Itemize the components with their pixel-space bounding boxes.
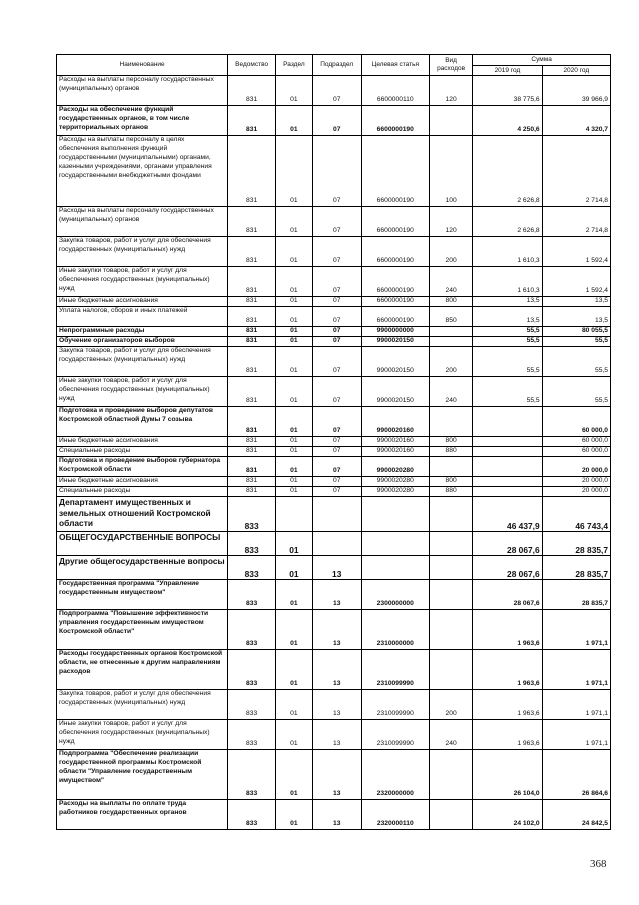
- cell-podrazdel: [312, 497, 361, 532]
- cell-vid: 880: [429, 447, 472, 457]
- cell-vid: 100: [429, 136, 472, 207]
- cell-razdel: 01: [275, 650, 312, 690]
- cell-vid: [429, 337, 472, 347]
- cell-target: 9900020160: [361, 437, 429, 447]
- cell-sum-2020: 24 842,5: [542, 800, 610, 830]
- table-row: [57, 487, 611, 497]
- cell-podrazdel: 07: [312, 407, 361, 437]
- cell-sum-2019: 4 250,6: [473, 106, 542, 136]
- cell-sum-2019: [473, 437, 542, 447]
- cell-target: 9900020150: [361, 337, 429, 347]
- cell-name: Расходы на выплаты по оплате труда работников государственных органов: [57, 800, 228, 830]
- cell-razdel: 01: [275, 720, 312, 750]
- cell-razdel: 01: [275, 407, 312, 437]
- cell-sum-2019: 1 963,6: [473, 610, 542, 650]
- column-header-summa: Сумма: [473, 55, 611, 66]
- cell-sum-2020: 2 714,8: [542, 207, 610, 237]
- cell-vid: 200: [429, 690, 472, 720]
- cell-razdel: 01: [275, 297, 312, 307]
- cell-vid: 850: [429, 307, 472, 327]
- cell-vedomstvo: 831: [228, 307, 276, 327]
- cell-sum-2019: [473, 447, 542, 457]
- cell-sum-2019: 28 067,6: [473, 556, 542, 580]
- cell-sum-2019: 1 963,6: [473, 650, 542, 690]
- cell-podrazdel: 07: [312, 447, 361, 457]
- cell-vid: 240: [429, 720, 472, 750]
- cell-sum-2019: 55,5: [473, 337, 542, 347]
- cell-target: 6600000110: [361, 76, 429, 106]
- cell-target: 6600000190: [361, 297, 429, 307]
- cell-name: Другие общегосударственные вопросы: [57, 556, 228, 580]
- cell-vid: [429, 800, 472, 830]
- cell-sum-2020: 4 320,7: [542, 106, 610, 136]
- cell-razdel: 01: [275, 487, 312, 497]
- cell-podrazdel: 07: [312, 347, 361, 377]
- cell-target: [361, 556, 429, 580]
- cell-podrazdel: 07: [312, 136, 361, 207]
- cell-vid: [429, 556, 472, 580]
- column-header-2020: 2020 год: [542, 66, 610, 76]
- column-header-target: Целевая статья: [361, 55, 429, 76]
- cell-razdel: 01: [275, 76, 312, 106]
- cell-vid: 120: [429, 207, 472, 237]
- table-row: [57, 377, 611, 407]
- table-row: [57, 477, 611, 487]
- cell-vedomstvo: 831: [228, 457, 276, 477]
- cell-sum-2019: 2 626,8: [473, 207, 542, 237]
- cell-razdel: 01: [275, 690, 312, 720]
- cell-vedomstvo: 831: [228, 447, 276, 457]
- table-row: [57, 800, 611, 830]
- cell-target: 6600000190: [361, 136, 429, 207]
- cell-razdel: 01: [275, 267, 312, 297]
- cell-sum-2020: 1 592,4: [542, 237, 610, 267]
- cell-razdel: 01: [275, 136, 312, 207]
- cell-target: 6600000190: [361, 237, 429, 267]
- cell-vid: [429, 580, 472, 610]
- cell-vedomstvo: 831: [228, 347, 276, 377]
- column-header-vedomstvo: Ведомство: [228, 55, 276, 76]
- cell-sum-2019: 55,5: [473, 327, 542, 337]
- cell-sum-2020: 1 592,4: [542, 267, 610, 297]
- table-row: [57, 106, 611, 136]
- cell-vedomstvo: 833: [228, 750, 276, 800]
- cell-podrazdel: 13: [312, 610, 361, 650]
- cell-vid: [429, 407, 472, 437]
- cell-sum-2019: 13,5: [473, 307, 542, 327]
- cell-sum-2020: 46 743,4: [542, 497, 610, 532]
- cell-vid: 800: [429, 477, 472, 487]
- cell-name: Иные бюджетные ассигнования: [57, 297, 228, 307]
- cell-podrazdel: 07: [312, 457, 361, 477]
- cell-name: Расходы государственных органов Костромской области, не отнесенные к другим направлениям расходов: [57, 650, 228, 690]
- cell-name: Иные закупки товаров, работ и услуг для обеспечения государственных (муниципальных) нужд: [57, 720, 228, 750]
- table-row: [57, 207, 611, 237]
- cell-name: Специальные расходы: [57, 447, 228, 457]
- table-row: [57, 347, 611, 377]
- cell-podrazdel: 13: [312, 720, 361, 750]
- cell-podrazdel: 07: [312, 76, 361, 106]
- cell-sum-2019: 55,5: [473, 347, 542, 377]
- cell-podrazdel: 07: [312, 297, 361, 307]
- cell-target: 9900020280: [361, 487, 429, 497]
- cell-razdel: 01: [275, 377, 312, 407]
- cell-name: Подготовка и проведение выборов депутатов Костромской областной Думы 7 созыва: [57, 407, 228, 437]
- cell-vid: [429, 610, 472, 650]
- cell-sum-2019: 26 104,0: [473, 750, 542, 800]
- cell-target: 2310000000: [361, 610, 429, 650]
- column-header-podrazdel: Подраздел: [312, 55, 361, 76]
- cell-sum-2019: 38 775,6: [473, 76, 542, 106]
- table-row: [57, 720, 611, 750]
- cell-sum-2020: 60 000,0: [542, 447, 610, 457]
- cell-sum-2019: 46 437,9: [473, 497, 542, 532]
- cell-podrazdel: [312, 532, 361, 556]
- cell-target: 2310099990: [361, 650, 429, 690]
- cell-vid: 200: [429, 237, 472, 267]
- cell-sum-2020: 60 000,0: [542, 407, 610, 437]
- cell-sum-2020: 2 714,8: [542, 136, 610, 207]
- cell-podrazdel: 07: [312, 487, 361, 497]
- cell-vedomstvo: 833: [228, 556, 276, 580]
- cell-podrazdel: 13: [312, 800, 361, 830]
- budget-table-container: [56, 54, 611, 830]
- cell-target: 9900020150: [361, 347, 429, 377]
- table-row: [57, 337, 611, 347]
- table-row: [57, 750, 611, 800]
- cell-target: 9900020160: [361, 447, 429, 457]
- cell-sum-2020: 60 000,0: [542, 437, 610, 447]
- table-row: [57, 447, 611, 457]
- cell-target: 2320000110: [361, 800, 429, 830]
- cell-sum-2020: 55,5: [542, 337, 610, 347]
- cell-vedomstvo: 831: [228, 136, 276, 207]
- cell-name: Закупка товаров, работ и услуг для обеспечения государственных (муниципальных) нужд: [57, 347, 228, 377]
- cell-vedomstvo: 833: [228, 650, 276, 690]
- table-row: [57, 76, 611, 106]
- cell-vedomstvo: 833: [228, 800, 276, 830]
- cell-podrazdel: 07: [312, 106, 361, 136]
- table-row: [57, 267, 611, 297]
- cell-razdel: 01: [275, 750, 312, 800]
- cell-vedomstvo: 833: [228, 580, 276, 610]
- cell-target: [361, 532, 429, 556]
- column-header-vid: Вид расходов: [429, 55, 472, 76]
- cell-sum-2019: 2 626,8: [473, 136, 542, 207]
- cell-vid: [429, 327, 472, 337]
- cell-razdel: 01: [275, 437, 312, 447]
- cell-sum-2019: 1 610,3: [473, 237, 542, 267]
- table-row: [57, 610, 611, 650]
- cell-sum-2019: [473, 407, 542, 437]
- cell-vedomstvo: 833: [228, 532, 276, 556]
- cell-sum-2020: 39 966,9: [542, 76, 610, 106]
- cell-name: Закупка товаров, работ и услуг для обеспечения государственных (муниципальных) нужд: [57, 237, 228, 267]
- table-row: [57, 457, 611, 477]
- cell-sum-2020: 20 000,0: [542, 457, 610, 477]
- table-row: [57, 136, 611, 207]
- cell-name: Непрограммные расходы: [57, 327, 228, 337]
- cell-vid: 880: [429, 487, 472, 497]
- cell-vedomstvo: 831: [228, 207, 276, 237]
- cell-razdel: 01: [275, 327, 312, 337]
- table-row: [57, 650, 611, 690]
- cell-sum-2019: [473, 477, 542, 487]
- cell-razdel: 01: [275, 237, 312, 267]
- cell-name: Расходы на выплаты персоналу государственных (муниципальных) органов: [57, 76, 228, 106]
- cell-name: Обучение организаторов выборов: [57, 337, 228, 347]
- table-row: [57, 532, 611, 556]
- cell-sum-2020: 1 971,1: [542, 610, 610, 650]
- cell-vedomstvo: 831: [228, 337, 276, 347]
- table-row: [57, 237, 611, 267]
- cell-vedomstvo: 831: [228, 237, 276, 267]
- cell-razdel: 01: [275, 207, 312, 237]
- cell-razdel: 01: [275, 556, 312, 580]
- cell-sum-2020: 28 835,7: [542, 556, 610, 580]
- cell-podrazdel: 07: [312, 377, 361, 407]
- cell-sum-2020: 20 000,0: [542, 477, 610, 487]
- cell-name: Подготовка и проведение выборов губернатора Костромской области: [57, 457, 228, 477]
- cell-podrazdel: 13: [312, 650, 361, 690]
- cell-sum-2020: 55,5: [542, 377, 610, 407]
- cell-sum-2019: 1 963,6: [473, 690, 542, 720]
- cell-vedomstvo: 833: [228, 720, 276, 750]
- cell-vedomstvo: 831: [228, 377, 276, 407]
- cell-sum-2020: 28 835,7: [542, 580, 610, 610]
- cell-name: Подпрограмма "Обеспечение реализации государственной программы Костромской области "Управление государственным имуществом": [57, 750, 228, 800]
- cell-sum-2019: 24 102,0: [473, 800, 542, 830]
- cell-sum-2019: 1 963,6: [473, 720, 542, 750]
- cell-target: [361, 497, 429, 532]
- cell-sum-2020: 80 055,5: [542, 327, 610, 337]
- table-body: [57, 76, 611, 830]
- cell-vid: 120: [429, 76, 472, 106]
- cell-podrazdel: 07: [312, 237, 361, 267]
- cell-podrazdel: 13: [312, 580, 361, 610]
- cell-sum-2019: 13,5: [473, 297, 542, 307]
- cell-name: Иные бюджетные ассигнования: [57, 477, 228, 487]
- cell-vid: [429, 532, 472, 556]
- table-row: [57, 307, 611, 327]
- cell-vedomstvo: 833: [228, 497, 276, 532]
- cell-name: Государственная программа "Управление государственным имуществом": [57, 580, 228, 610]
- cell-razdel: 01: [275, 457, 312, 477]
- cell-name: Иные закупки товаров, работ и услуг для обеспечения государственных (муниципальных) нужд: [57, 377, 228, 407]
- cell-target: 6600000190: [361, 307, 429, 327]
- cell-razdel: 01: [275, 610, 312, 650]
- cell-name: Закупка товаров, работ и услуг для обеспечения государственных (муниципальных) нужд: [57, 690, 228, 720]
- cell-razdel: 01: [275, 337, 312, 347]
- cell-target: 2310099990: [361, 720, 429, 750]
- cell-name: Расходы на выплаты персоналу в целях обеспечения выполнения функций государственными (муниципальными) органами, казенными учреждениями, органами управления государственными внебюджетными фондами: [57, 136, 228, 207]
- cell-name: ОБЩЕГОСУДАРСТВЕННЫЕ ВОПРОСЫ: [57, 532, 228, 556]
- column-header-name: Наименование: [57, 55, 228, 76]
- cell-sum-2020: 1 971,1: [542, 690, 610, 720]
- cell-sum-2019: 55,5: [473, 377, 542, 407]
- table-row: [57, 297, 611, 307]
- cell-vedomstvo: 831: [228, 407, 276, 437]
- cell-vedomstvo: 831: [228, 437, 276, 447]
- cell-vedomstvo: 831: [228, 487, 276, 497]
- cell-sum-2019: [473, 487, 542, 497]
- cell-podrazdel: 07: [312, 267, 361, 297]
- budget-table: [56, 54, 611, 830]
- cell-target: 2310099990: [361, 690, 429, 720]
- cell-razdel: 01: [275, 580, 312, 610]
- cell-vedomstvo: 831: [228, 297, 276, 307]
- cell-sum-2020: 13,5: [542, 297, 610, 307]
- cell-target: 9900020160: [361, 407, 429, 437]
- cell-razdel: 01: [275, 347, 312, 377]
- cell-vid: [429, 750, 472, 800]
- cell-podrazdel: 07: [312, 307, 361, 327]
- cell-vid: 800: [429, 297, 472, 307]
- cell-target: 9900000000: [361, 327, 429, 337]
- cell-vedomstvo: 831: [228, 477, 276, 487]
- table-row: [57, 497, 611, 532]
- cell-vid: [429, 457, 472, 477]
- cell-vedomstvo: 833: [228, 690, 276, 720]
- table-row: [57, 327, 611, 337]
- cell-vid: [429, 497, 472, 532]
- cell-podrazdel: 07: [312, 437, 361, 447]
- cell-vedomstvo: 831: [228, 106, 276, 136]
- cell-vid: 200: [429, 347, 472, 377]
- cell-sum-2020: 13,5: [542, 307, 610, 327]
- cell-sum-2020: 1 971,1: [542, 650, 610, 690]
- cell-name: Департамент имущественных и земельных отношений Костромской области: [57, 497, 228, 532]
- cell-sum-2019: [473, 457, 542, 477]
- cell-target: 6600000190: [361, 106, 429, 136]
- table-row: [57, 437, 611, 447]
- cell-vedomstvo: 831: [228, 267, 276, 297]
- cell-sum-2020: 20 000,0: [542, 487, 610, 497]
- cell-vid: [429, 106, 472, 136]
- cell-name: Специальные расходы: [57, 487, 228, 497]
- cell-sum-2019: 1 610,3: [473, 267, 542, 297]
- cell-name: Расходы на выплаты персоналу государственных (муниципальных) органов: [57, 207, 228, 237]
- cell-name: Подпрограмма "Повышение эффективности управления государственным имуществом Костромской области": [57, 610, 228, 650]
- cell-sum-2020: 28 835,7: [542, 532, 610, 556]
- cell-razdel: 01: [275, 307, 312, 327]
- cell-razdel: 01: [275, 447, 312, 457]
- cell-target: 2300000000: [361, 580, 429, 610]
- cell-podrazdel: 13: [312, 750, 361, 800]
- cell-podrazdel: 07: [312, 477, 361, 487]
- cell-vedomstvo: 831: [228, 327, 276, 337]
- cell-vid: 800: [429, 437, 472, 447]
- cell-target: 9900020280: [361, 457, 429, 477]
- cell-podrazdel: 13: [312, 690, 361, 720]
- cell-name: Уплата налогов, сборов и иных платежей: [57, 307, 228, 327]
- cell-vid: 240: [429, 267, 472, 297]
- cell-sum-2019: 28 067,6: [473, 532, 542, 556]
- cell-vedomstvo: 833: [228, 610, 276, 650]
- cell-target: 6600000190: [361, 207, 429, 237]
- cell-name: Иные закупки товаров, работ и услуг для обеспечения государственных (муниципальных) нужд: [57, 267, 228, 297]
- cell-sum-2019: 28 067,6: [473, 580, 542, 610]
- cell-sum-2020: 26 864,6: [542, 750, 610, 800]
- cell-sum-2020: 55,5: [542, 347, 610, 377]
- cell-vedomstvo: 831: [228, 76, 276, 106]
- cell-razdel: 01: [275, 477, 312, 487]
- cell-vid: 240: [429, 377, 472, 407]
- cell-name: Расходы на обеспечение функций государственных органов, в том числе территориальных органов: [57, 106, 228, 136]
- cell-target: 2320000000: [361, 750, 429, 800]
- cell-target: 9900020150: [361, 377, 429, 407]
- cell-podrazdel: 07: [312, 207, 361, 237]
- cell-name: Иные бюджетные ассигнования: [57, 437, 228, 447]
- cell-razdel: 01: [275, 800, 312, 830]
- column-header-2019: 2019 год: [473, 66, 542, 76]
- cell-target: 6600000190: [361, 267, 429, 297]
- cell-vid: [429, 650, 472, 690]
- column-header-razdel: Раздел: [275, 55, 312, 76]
- table-row: [57, 690, 611, 720]
- cell-razdel: [275, 497, 312, 532]
- cell-podrazdel: 07: [312, 337, 361, 347]
- page-number: 368: [590, 858, 607, 870]
- cell-podrazdel: 07: [312, 327, 361, 337]
- cell-razdel: 01: [275, 106, 312, 136]
- cell-sum-2020: 1 971,1: [542, 720, 610, 750]
- table-row: [57, 556, 611, 580]
- cell-target: 9900020280: [361, 477, 429, 487]
- cell-razdel: 01: [275, 532, 312, 556]
- table-row: [57, 407, 611, 437]
- table-row: [57, 580, 611, 610]
- cell-podrazdel: 13: [312, 556, 361, 580]
